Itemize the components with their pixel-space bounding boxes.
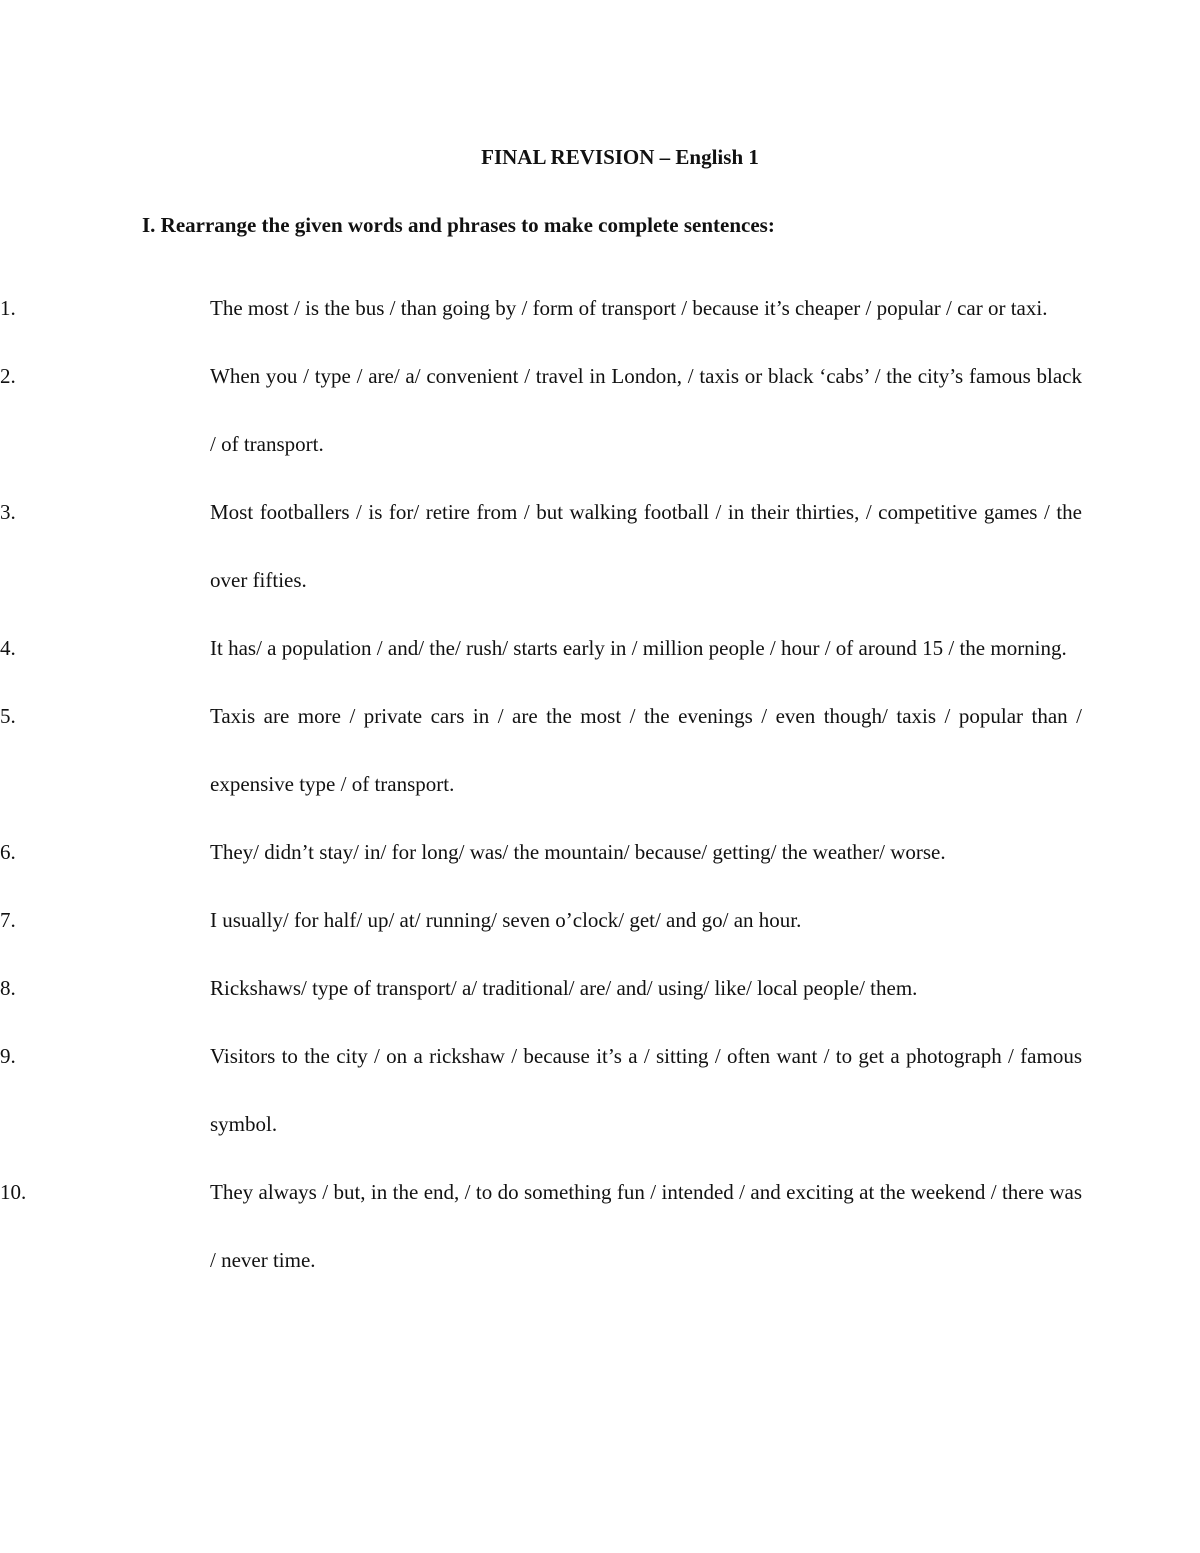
exercise-item-10 [0, 1158, 1082, 1294]
item-text: It has/ a population / and/ the/ rush/ starts early in / million people / hour / of around 15 / the morning. [210, 636, 1067, 660]
section-heading: I. Rearrange the given words and phrases to make complete sentences: [142, 213, 775, 237]
item-text: Rickshaws/ type of transport/ a/ traditional/ are/ and/ using/ like/ local people/ them. [210, 976, 918, 1000]
item-number: 1. [0, 296, 16, 320]
item-number: 7. [0, 908, 16, 932]
exercise-item-3 [0, 478, 1082, 614]
item-number: 2. [0, 364, 16, 388]
item-number: 4. [0, 636, 16, 660]
exercise-item-8 [0, 954, 1082, 1022]
item-text: Visitors to the city / on a rickshaw / because it’s a / sitting / often want / to get a photograph / famous symbol. [210, 1044, 1082, 1136]
item-number: 6. [0, 840, 16, 864]
item-number: 3. [0, 500, 16, 524]
item-number: 9. [0, 1044, 16, 1068]
exercise-item-4 [0, 614, 1082, 682]
item-text: They always / but, in the end, / to do something fun / intended / and exciting at the weekend / there was / never time. [210, 1180, 1082, 1272]
exercise-list [0, 274, 1200, 1294]
item-number: 10. [0, 1180, 27, 1204]
exercise-item-6 [0, 818, 1082, 886]
exercise-item-2 [0, 342, 1082, 478]
item-text: The most / is the bus / than going by / form of transport / because it’s cheaper / popular / car or taxi. [210, 296, 1048, 320]
item-text: Most footballers / is for/ retire from / but walking football / in their thirties, / competitive games / the over fifties. [210, 500, 1082, 592]
item-text: Taxis are more / private cars in / are the most / the evenings / even though/ taxis / popular than / expensive type / of transport. [210, 704, 1082, 796]
item-text: I usually/ for half/ up/ at/ running/ seven o’clock/ get/ and go/ an hour. [210, 908, 802, 932]
item-number: 5. [0, 704, 16, 728]
item-text: When you / type / are/ a/ convenient / travel in London, / taxis or black ‘cabs’ / the city’s famous black / of transport. [210, 364, 1082, 456]
item-number: 8. [0, 976, 16, 1000]
exercise-item-9 [0, 1022, 1082, 1158]
document-title: FINAL REVISION – English 1 [481, 145, 759, 169]
exercise-item-7 [0, 886, 1082, 954]
exercise-item-1 [0, 274, 1082, 342]
item-text: They/ didn’t stay/ in/ for long/ was/ the mountain/ because/ getting/ the weather/ worse. [210, 840, 946, 864]
exercise-item-5 [0, 682, 1082, 818]
